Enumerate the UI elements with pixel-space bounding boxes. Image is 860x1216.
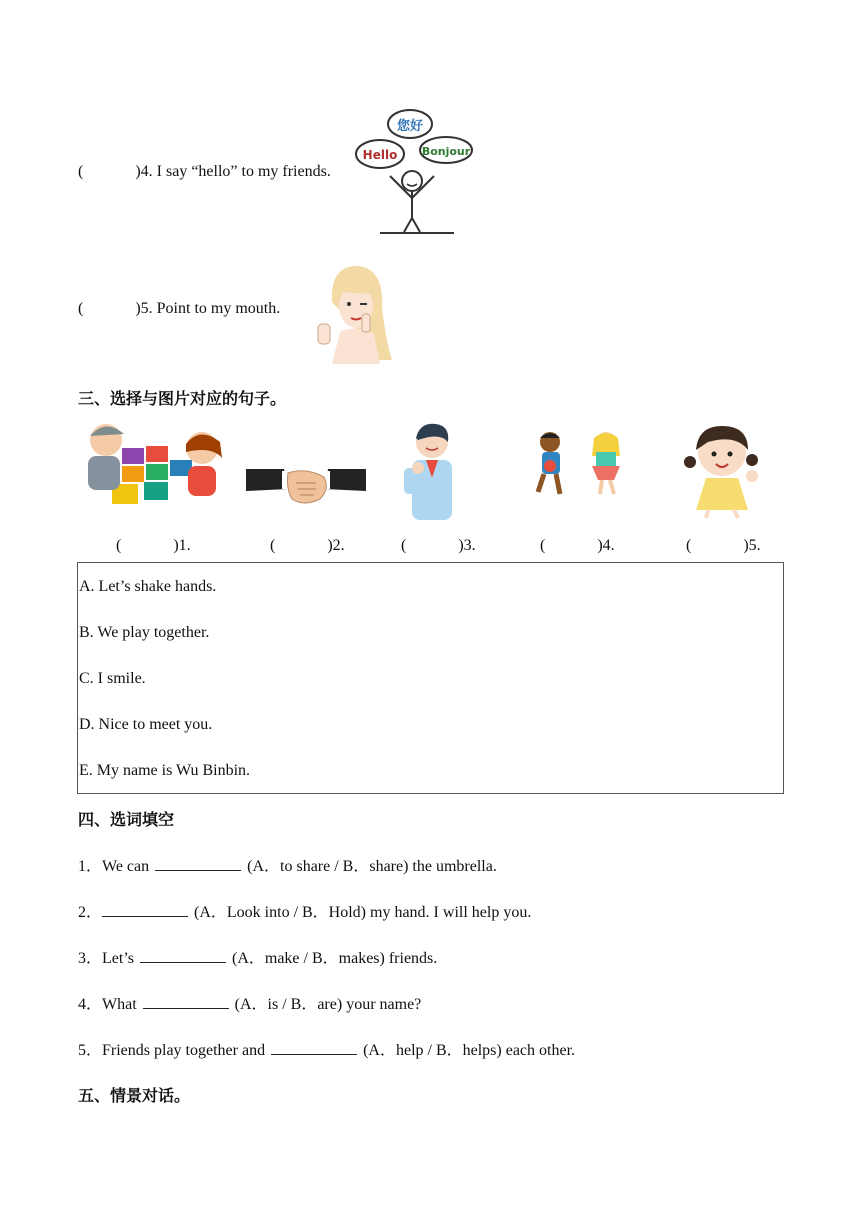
- handshake-image: [246, 459, 366, 517]
- question-5: [78, 300, 280, 318]
- hello-figure-image: [352, 106, 476, 238]
- picture-5-answer[interactable]: ( )5.: [686, 537, 761, 554]
- question-text: 5. Point to my mouth.: [140, 300, 281, 317]
- boy-smiling-image: [396, 418, 464, 522]
- fill-blank-4: 4．What (A．is / B．are) your name?: [78, 996, 422, 1013]
- children-puzzle-image: [82, 418, 228, 518]
- answer-paren-open: (: [78, 300, 84, 317]
- girl-waving-image: [678, 418, 764, 520]
- picture-4-answer[interactable]: ( )4.: [540, 537, 615, 554]
- fill-blank-1: 1．We can (A．to share / B．share) the umbrella.: [78, 858, 497, 875]
- blank-input[interactable]: [102, 902, 188, 917]
- answer-paren-close: ): [135, 300, 141, 317]
- option-e: E. My name is Wu Binbin.: [79, 762, 251, 779]
- bubble-hello: Hello: [362, 148, 398, 162]
- answer-paren-open: (: [78, 163, 84, 180]
- section-3-title: 三、选择与图片对应的句子。: [78, 389, 287, 408]
- fill-blank-2: 2． (A．Look into / B．Hold) my hand. I will help you.: [78, 904, 532, 921]
- fill-blank-3: 3．Let’s (A．make / B．makes) friends.: [78, 950, 438, 967]
- options-box: [77, 562, 784, 794]
- question-text: 4. I say “hello” to my friends.: [140, 163, 331, 180]
- option-c: C. I smile.: [79, 670, 146, 687]
- option-d: D. Nice to meet you.: [79, 716, 213, 733]
- question-4: [78, 163, 331, 181]
- bubble-nihao: 您好: [396, 119, 424, 134]
- blank-input[interactable]: [271, 1040, 357, 1055]
- woman-pointing-image: [312, 262, 400, 364]
- blank-input[interactable]: [140, 948, 226, 963]
- fill-blank-5: 5．Friends play together and (A．help / B．helps) each other.: [78, 1042, 576, 1059]
- picture-1-answer[interactable]: ( )1.: [116, 537, 191, 554]
- bubble-bonjour: Bonjour: [421, 145, 471, 158]
- option-a: A. Let’s shake hands.: [79, 578, 217, 595]
- section-5-title: 五、情景对话。: [78, 1086, 191, 1105]
- answer-paren-close: ): [135, 163, 141, 180]
- option-b: B. We play together.: [79, 624, 210, 641]
- blank-input[interactable]: [143, 994, 229, 1009]
- blank-input[interactable]: [155, 856, 241, 871]
- picture-3-answer[interactable]: ( )3.: [401, 537, 476, 554]
- picture-2-answer[interactable]: ( )2.: [270, 537, 345, 554]
- section-4-title: 四、选词填空: [78, 810, 175, 829]
- kids-running-image: [530, 428, 628, 502]
